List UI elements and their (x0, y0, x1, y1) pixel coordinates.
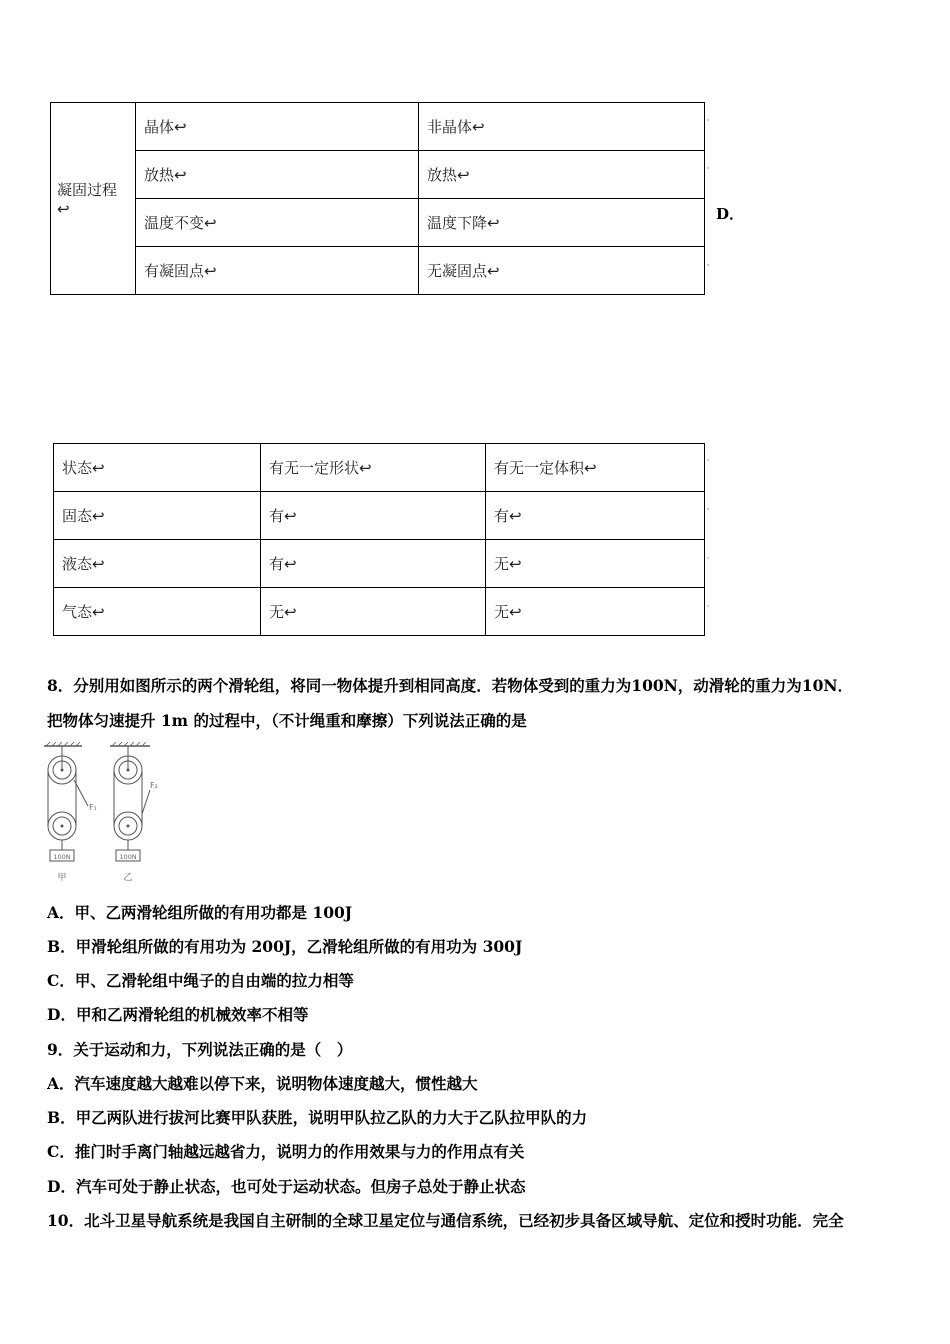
table-cell: 无↩ (486, 588, 705, 636)
table-cell: 液态↩ (54, 540, 261, 588)
states-of-matter-table (53, 443, 705, 636)
table-cell: 有凝固点↩ (136, 247, 419, 295)
question-8-line-1: 8．分别用如图所示的两个滑轮组，将同一物体提升到相同高度．若物体受到的重力为100N，动滑轮的重力为10N． (47, 676, 854, 695)
table-cell: 温度不变↩ (136, 199, 419, 247)
table-row (51, 151, 705, 199)
force-label-f2: F₂ (150, 781, 158, 790)
table-cell: 有↩ (261, 492, 486, 540)
figure-label-yi: 乙 (123, 873, 133, 883)
row-end-mark: ' (707, 604, 710, 613)
table-row (51, 247, 705, 295)
table-cell: 无凝固点↩ (419, 247, 705, 295)
weight-label-left: 100N (53, 853, 71, 861)
row-end-mark: ' (707, 166, 710, 175)
table-cell: 无↩ (261, 588, 486, 636)
table-cell: 有↩ (486, 492, 705, 540)
table-row (51, 103, 705, 151)
question-8-option-b: B．甲滑轮组所做的有用功为 200J，乙滑轮组所做的有用功为 300J (47, 937, 523, 956)
table-cell: 放热↩ (419, 151, 705, 199)
row-end-mark: ' (707, 556, 710, 565)
question-9-option-d: D．汽车可处于静止状态，也可处于运动状态。但房子总处于静止状态 (47, 1177, 526, 1196)
question-8-line-2: 把物体匀速提升 1m 的过程中，（不计绳重和摩擦）下列说法正确的是 (47, 711, 527, 730)
row-end-mark: ' (707, 263, 710, 272)
table-row (54, 588, 705, 636)
option-d-label: D． (716, 205, 745, 223)
table-row (54, 444, 705, 492)
row-end-mark: ' (707, 458, 710, 467)
merged-label-cell: 凝固过程↩ (51, 103, 136, 295)
table-cell: 有无一定形状↩ (261, 444, 486, 492)
table-row (51, 199, 705, 247)
row-end-mark: ' (707, 118, 710, 127)
solidification-table (50, 102, 705, 295)
table-cell: 无↩ (486, 540, 705, 588)
question-9-option-a: A．汽车速度越大越难以停下来，说明物体速度越大，惯性越大 (47, 1074, 478, 1093)
table-cell: 非晶体↩ (419, 103, 705, 151)
table-row (54, 492, 705, 540)
pulley-system-figure (40, 742, 160, 887)
question-10-stem: 10．北斗卫星导航系统是我国自主研制的全球卫星定位与通信系统，已经初步具备区域导航、定位和授时功能．完全 (47, 1211, 844, 1230)
table-row (54, 540, 705, 588)
table-cell: 状态↩ (54, 444, 261, 492)
question-9-option-c: C．推门时手离门轴越远越省力，说明力的作用效果与力的作用点有关 (47, 1142, 525, 1161)
row-end-mark: ' (707, 507, 710, 516)
table-cell: 气态↩ (54, 588, 261, 636)
force-label-f1: F₁ (89, 803, 97, 812)
table-cell: 放热↩ (136, 151, 419, 199)
table-cell: 有↩ (261, 540, 486, 588)
table-cell: 固态↩ (54, 492, 261, 540)
table-cell: 晶体↩ (136, 103, 419, 151)
question-9-stem: 9．关于运动和力，下列说法正确的是（ ） (47, 1040, 353, 1059)
table-cell: 有无一定体积↩ (486, 444, 705, 492)
question-8-option-a: A．甲、乙两滑轮组所做的有用功都是 100J (47, 903, 353, 922)
table-cell: 温度下降↩ (419, 199, 705, 247)
question-8-option-d: D．甲和乙两滑轮组的机械效率不相等 (47, 1005, 309, 1024)
figure-label-jia: 甲 (57, 873, 67, 883)
question-8-option-c: C．甲、乙滑轮组中绳子的自由端的拉力相等 (47, 971, 354, 990)
weight-label-right: 100N (119, 853, 137, 861)
question-9-option-b: B．甲乙两队进行拔河比赛甲队获胜，说明甲队拉乙队的力大于乙队拉甲队的力 (47, 1108, 588, 1127)
